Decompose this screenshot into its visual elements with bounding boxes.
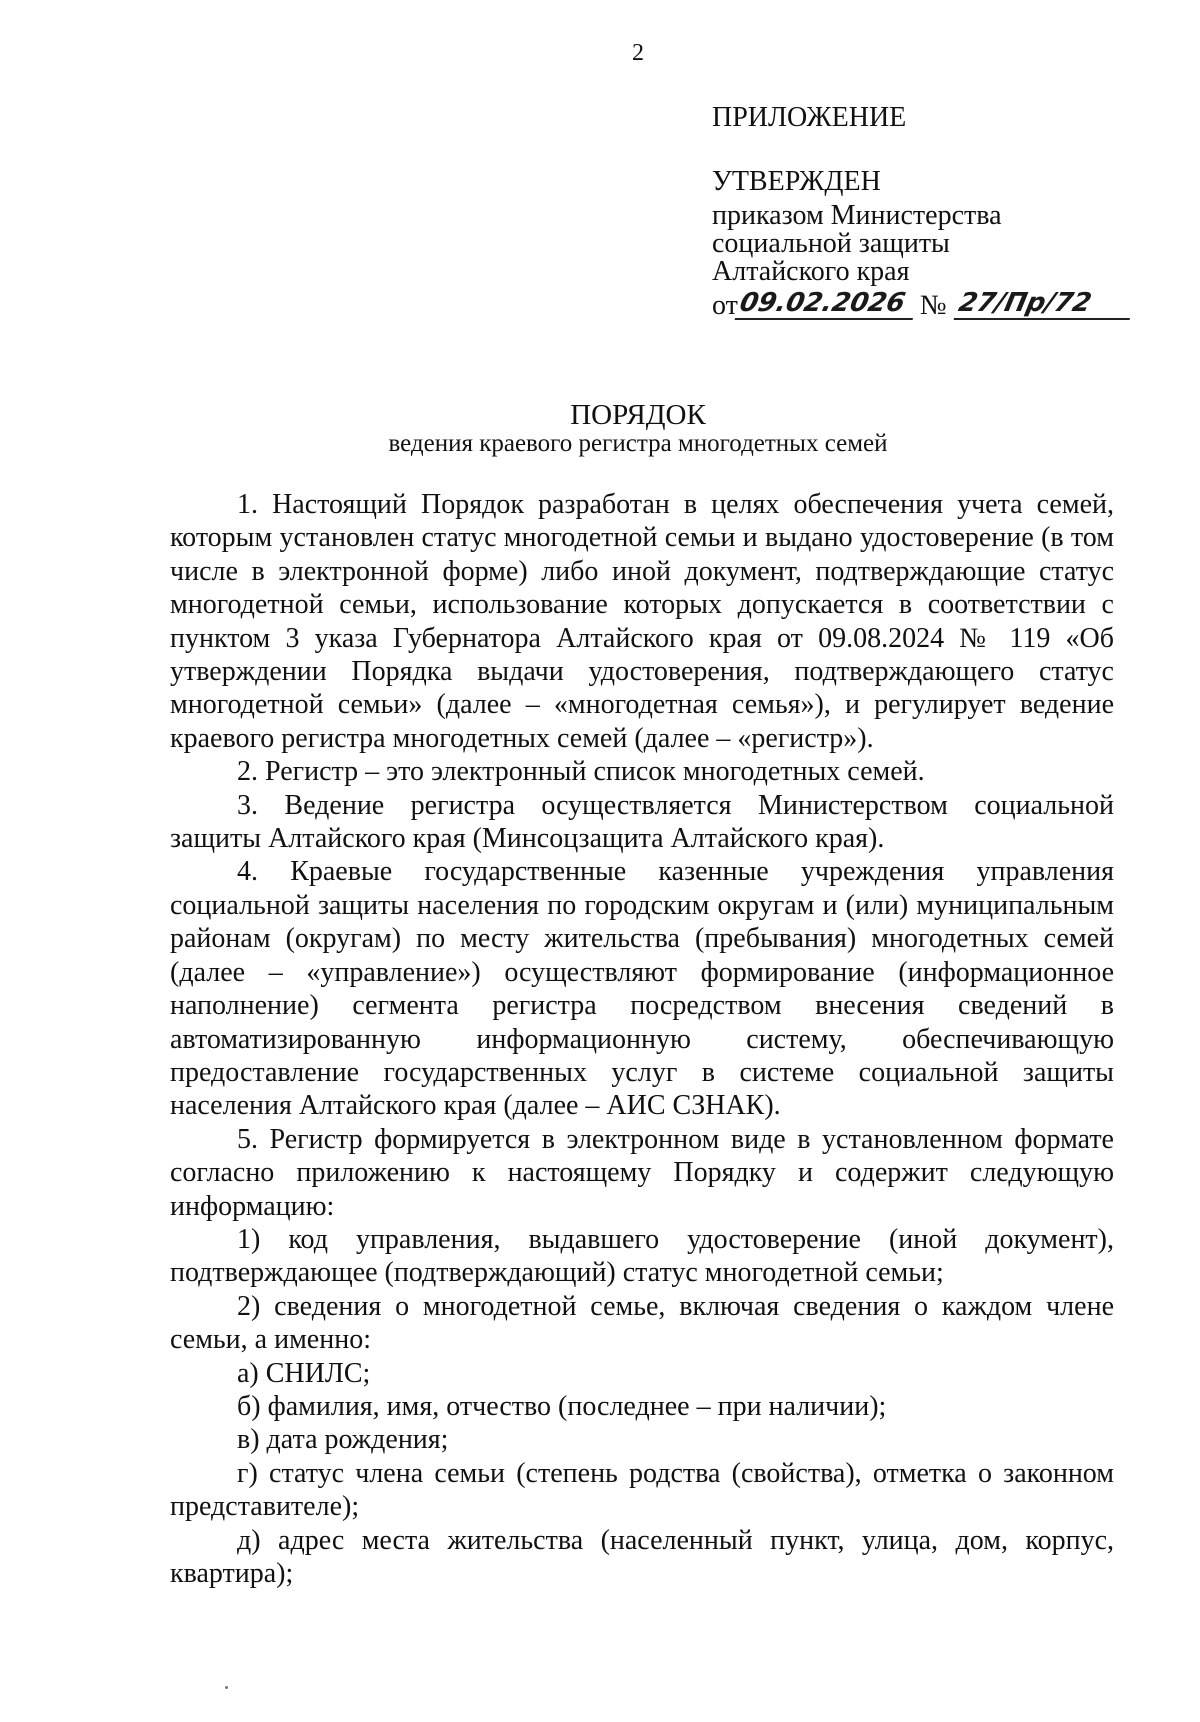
approval-line-1: приказом Министерства [712, 200, 1002, 231]
list-item-1: 1) код управления, выдавшего удостоверение (иной документ), подтверждающее (подтверждающий) статус многодетной семьи; [170, 1223, 1114, 1289]
document-title: ПОРЯДОК [570, 399, 706, 431]
document-title-block [0, 400, 1200, 458]
paragraph-2: 2. Регистр – это электронный список многодетных семей. [237, 756, 925, 788]
list-item-2: 2) сведения о многодетной семье, включая сведения о каждом члене семьи, а именно: [170, 1290, 1114, 1356]
document-body [170, 488, 1114, 1590]
number-sign: № [919, 290, 947, 321]
handwritten-date: 09.02.2026 [734, 288, 919, 320]
from-label: от [712, 290, 738, 321]
order-date-number-line [712, 286, 1133, 320]
sublist-item-a: а) СНИЛС; [237, 1357, 371, 1389]
handwritten-order-number: 27/Пр/72 [953, 288, 1136, 320]
approval-line-2: социальной защиты [712, 228, 950, 259]
approved-heading: УТВЕРЖДЕН [712, 166, 881, 197]
paragraph-5: 5. Регистр формируется в электронном виде в установленном формате согласно приложению к настоящему Порядку и содержит следующую информацию: [170, 1123, 1114, 1222]
document-subtitle: ведения краевого регистра многодетных семей [388, 430, 888, 457]
paragraph-4: 4. Краевые государственные казенные учреждения управления социальной защиты населения по городским округам и (или) муниципальным районам (округам) по месту жительства (пребывания) многодетных семей (далее – «управление») осуществляют формирование (информационное наполнение) сегмента регистра посредством внесения сведений в автоматизированную информационную систему, обеспечивающую предоставление государственных услуг в системе социальной защиты населения Алтайского края (далее – АИС СЗНАК). [170, 856, 1114, 1122]
sublist-item-g: г) статус члена семьи (степень родства (свойства), отметка о законном представителе); [170, 1457, 1114, 1523]
page-number: 2 [632, 40, 644, 66]
sublist-item-d: д) адрес места жительства (населенный пункт, улица, дом, корпус, квартира); [170, 1524, 1114, 1589]
approval-line-3: Алтайского края [712, 256, 910, 287]
sublist-item-v: в) дата рождения; [237, 1424, 449, 1456]
sublist-item-b: б) фамилия, имя, отчество (последнее – при наличии); [237, 1390, 887, 1422]
approval-block [712, 104, 1133, 320]
paragraph-3: 3. Ведение регистра осуществляется Министерством социальной защиты Алтайского края (Минсоцзащита Алтайского края). [170, 789, 1114, 855]
paragraph-1: 1. Настоящий Порядок разработан в целях обеспечения учета семей, которым установлен статус многодетной семьи и выдано удостоверение (в том числе в электронной форме) либо иной документ, подтверждающие статус многодетной семьи, использование которых допускается в соответствии с пунктом 3 указа Губернатора Алтайского края от 09.08.2024 № 119 «Об утверждении Порядка выдачи удостоверения, подтверждающего статус многодетной семьи» (далее – «многодетная семья»), и регулирует ведение краевого регистра многодетных семей (далее – «регистр»). [170, 489, 1114, 754]
scan-speck [225, 1686, 228, 1689]
appendix-heading: ПРИЛОЖЕНИЕ [712, 102, 907, 133]
